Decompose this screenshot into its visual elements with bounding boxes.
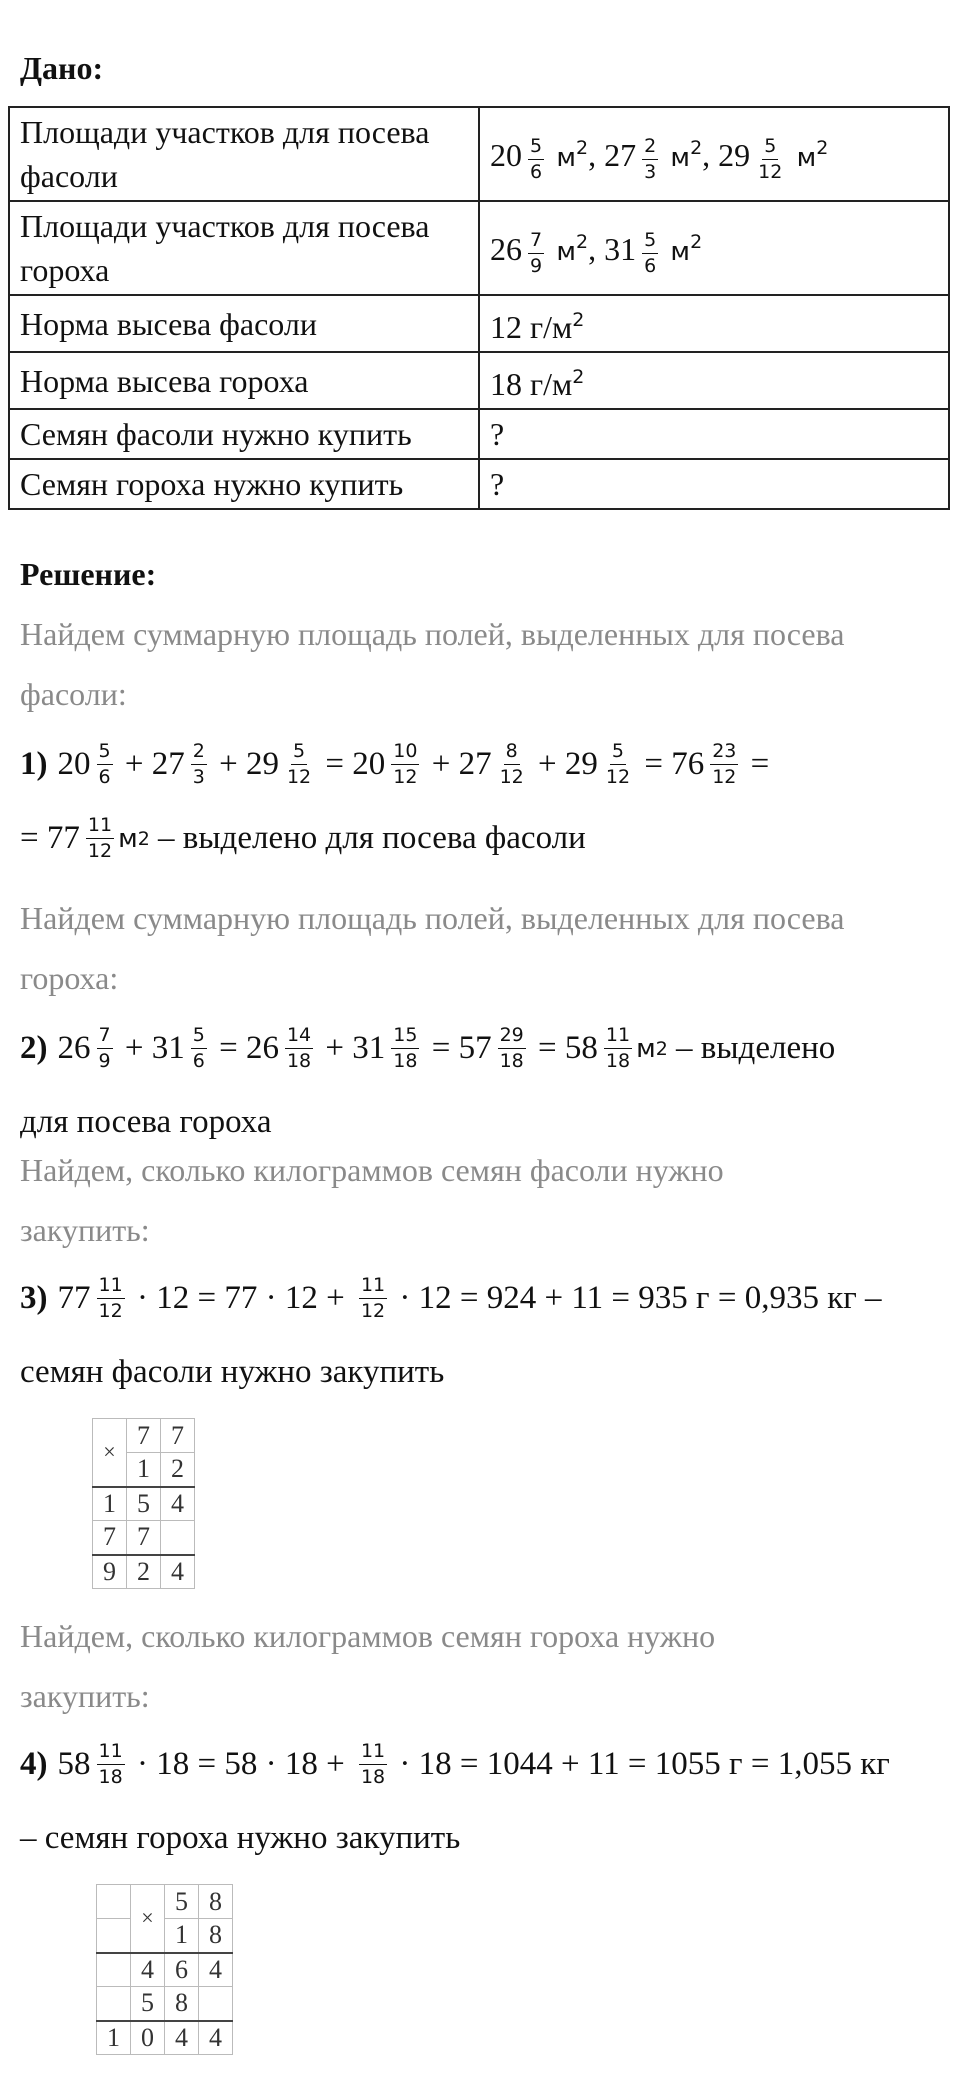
- given-value: ?: [479, 409, 949, 459]
- given-title: Дано:: [20, 50, 104, 86]
- table-row: [9, 352, 949, 409]
- grid-cell: 8: [199, 1919, 233, 1953]
- times-sign: ×: [93, 1419, 127, 1487]
- step-3-line-2: семян фасоли нужно закупить: [20, 1354, 445, 1390]
- solution-title: Решение:: [20, 556, 157, 592]
- grid-cell: [97, 1919, 131, 1953]
- grid-cell: 9: [93, 1555, 127, 1589]
- given-value: 12 $г/м^2$: [479, 295, 949, 352]
- given-label: Норма высева гороха: [9, 352, 479, 409]
- step-1-line-1: 1) 20 $\frac{5}{6}$ + 27 $\frac{2}{3}$ + 29 $\frac{5}{12}$ = 20 $\frac{10}{12}$ + 27 $\frac{8}{12}$ + 29 $\frac{5}{12}$ = 76 $\frac{23}{12}$ =: [20, 740, 778, 788]
- grid-cell: [199, 1987, 233, 2021]
- grid-cell: 4: [199, 2021, 233, 2055]
- grid-cell: [97, 1987, 131, 2021]
- given-label: Семян гороха нужно купить: [9, 459, 479, 509]
- given-value: 26 $\frac{7}{9}$ $м^2$, 31 $\frac{5}{6}$ $м^2$: [479, 201, 949, 295]
- step-4-line-2: – семян гороха нужно закупить: [20, 1820, 461, 1856]
- grid-cell: [97, 1953, 131, 1987]
- grid-cell: 8: [199, 1885, 233, 1919]
- given-table: [8, 106, 950, 510]
- intro-text: закупить:: [20, 1678, 150, 1714]
- grid-cell: 1: [93, 1487, 127, 1521]
- multiplication-grid-1: [92, 1418, 195, 1589]
- grid-cell: 4: [161, 1555, 195, 1589]
- step-1-line-2: = 77 $\frac{11}{12}$ м 2 – выделено для посева фасоли: [20, 814, 586, 862]
- grid-cell: [97, 1885, 131, 1919]
- grid-cell: 7: [161, 1419, 195, 1453]
- grid-cell: 1: [165, 1919, 199, 1953]
- step-2-line-2: для посева гороха: [20, 1104, 272, 1140]
- table-row: [9, 409, 949, 459]
- grid-cell: 7: [93, 1521, 127, 1555]
- grid-cell: 1: [97, 2021, 131, 2055]
- grid-cell: 2: [127, 1555, 161, 1589]
- table-row: [9, 295, 949, 352]
- table-row: [9, 201, 949, 295]
- intro-text: Найдем суммарную площадь полей, выделенных для посева: [20, 900, 845, 936]
- grid-cell: 1: [127, 1453, 161, 1487]
- given-label: Семян фасоли нужно купить: [9, 409, 479, 459]
- intro-text: Найдем, сколько килограммов семян фасоли нужно: [20, 1152, 724, 1188]
- grid-cell: 8: [165, 1987, 199, 2021]
- given-value: 18 $г/м^2$: [479, 352, 949, 409]
- table-row: [9, 459, 949, 509]
- intro-text: фасоли:: [20, 676, 127, 712]
- grid-cell: 5: [165, 1885, 199, 1919]
- intro-text: закупить:: [20, 1212, 150, 1248]
- grid-cell: 5: [127, 1487, 161, 1521]
- grid-cell: 6: [165, 1953, 199, 1987]
- given-label: Норма высева фасоли: [9, 295, 479, 352]
- given-value: 20 $\frac{5}{6}$ $м^2$, 27 $\frac{2}{3}$ $м^2$, 29 $\frac{5}{12}$ $м^2$: [479, 107, 949, 201]
- step-2-line-1: 2) 26 $\frac{7}{9}$ + 31 $\frac{5}{6}$ = 26 $\frac{14}{18}$ + 31 $\frac{15}{18}$ = 57 $\frac{29}{18}$ = 58 $\frac{11}{18}$ м 2 – выделено: [20, 1024, 836, 1072]
- grid-cell: 4: [165, 2021, 199, 2055]
- given-label: Площади участков для посева фасоли: [9, 107, 479, 201]
- grid-cell: 4: [131, 1953, 165, 1987]
- grid-cell: 4: [199, 1953, 233, 1987]
- grid-cell: 2: [161, 1453, 195, 1487]
- step-3-line-1: 3) 77 $\frac{11}{12}$ · 12 = 77 · 12 + $\frac{11}{12}$ · 12 = 924 + 11 = 935 г = 0,935 кг –: [20, 1274, 882, 1322]
- intro-text: гороха:: [20, 960, 119, 996]
- grid-cell: 4: [161, 1487, 195, 1521]
- grid-cell: 5: [131, 1987, 165, 2021]
- given-value: ?: [479, 459, 949, 509]
- given-label: Площади участков для посева гороха: [9, 201, 479, 295]
- grid-cell: 0: [131, 2021, 165, 2055]
- intro-text: Найдем суммарную площадь полей, выделенных для посева: [20, 616, 845, 652]
- table-row: [9, 107, 949, 201]
- grid-cell: 7: [127, 1521, 161, 1555]
- grid-cell: [161, 1521, 195, 1555]
- multiplication-grid-2: [96, 1884, 233, 2055]
- times-sign: ×: [131, 1885, 165, 1953]
- step-4-line-1: 4) 58 $\frac{11}{18}$ · 18 = 58 · 18 + $\frac{11}{18}$ · 18 = 1044 + 11 = 1055 г = 1,055 кг: [20, 1740, 890, 1788]
- grid-cell: 7: [127, 1419, 161, 1453]
- intro-text: Найдем, сколько килограммов семян гороха нужно: [20, 1618, 716, 1654]
